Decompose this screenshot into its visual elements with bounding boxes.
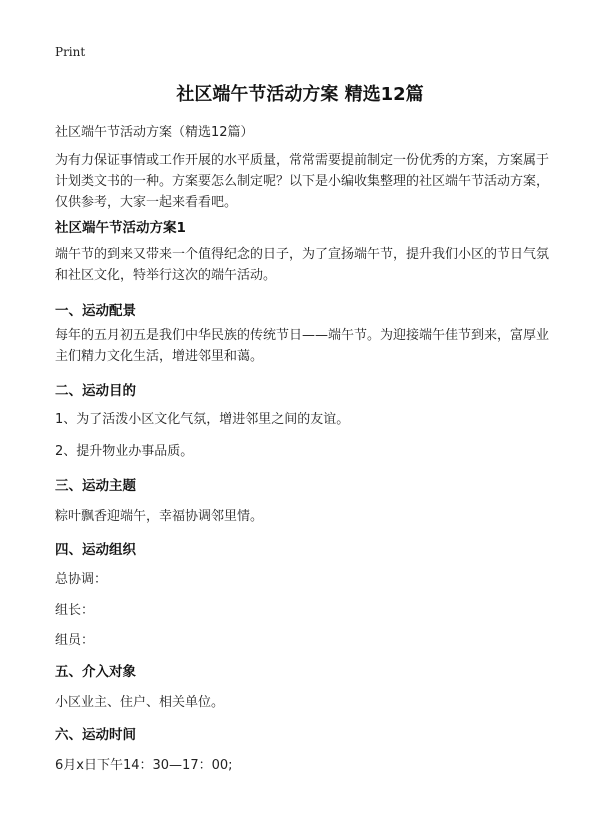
purpose-item-1: 1、为了活泼小区文化气氛，增进邻里之间的友谊。: [55, 412, 350, 427]
organization-members: 组员：: [55, 633, 95, 648]
heading-purpose: 二、运动目的: [55, 383, 136, 399]
heading-time: 六、运动时间: [55, 727, 136, 743]
paragraph-time: 6月x日下午14：30—17：00;: [55, 758, 233, 773]
intro-paragraph: 为有力保证事情或工作开展的水平质量，常常需要提前制定一份优秀的方案，方案属于计划类文书的一种。方案要怎么制定呢？以下是小编收集整理的社区端午节活动方案，仅供参考，大家一起来看看吧。: [55, 153, 550, 210]
paragraph-participants: 小区业主、住户、相关单位。: [55, 695, 225, 710]
heading-participants: 五、介入对象: [55, 664, 136, 680]
section-title: 社区端午节活动方案1: [55, 220, 186, 236]
organization-leader: 组长：: [55, 603, 95, 618]
print-link[interactable]: Print: [55, 45, 86, 59]
heading-theme: 三、运动主题: [55, 478, 136, 494]
purpose-item-2: 2、提升物业办事品质。: [55, 444, 194, 459]
paragraph-background: 每年的五月初五是我们中华民族的传统节日——端午节。为迎接端午佳节到来，富厚业主们精力文化生活，增进邻里和蔼。: [55, 328, 550, 364]
page-title: 社区端午节活动方案 精选12篇: [176, 84, 424, 105]
heading-organization: 四、运动组织: [55, 542, 136, 558]
organization-coordinator: 总协调：: [55, 572, 108, 587]
document-subtitle: 社区端午节活动方案（精选12篇）: [55, 125, 254, 140]
heading-background: 一、运动配景: [55, 303, 136, 319]
paragraph-theme: 粽叶飘香迎端午，幸福协调邻里情。: [55, 509, 264, 524]
section-intro-paragraph: 端午节的到来又带来一个值得纪念的日子，为了宣扬端午节，提升我们小区的节日气氛和社区文化，特举行这次的端午活动。: [55, 247, 550, 283]
